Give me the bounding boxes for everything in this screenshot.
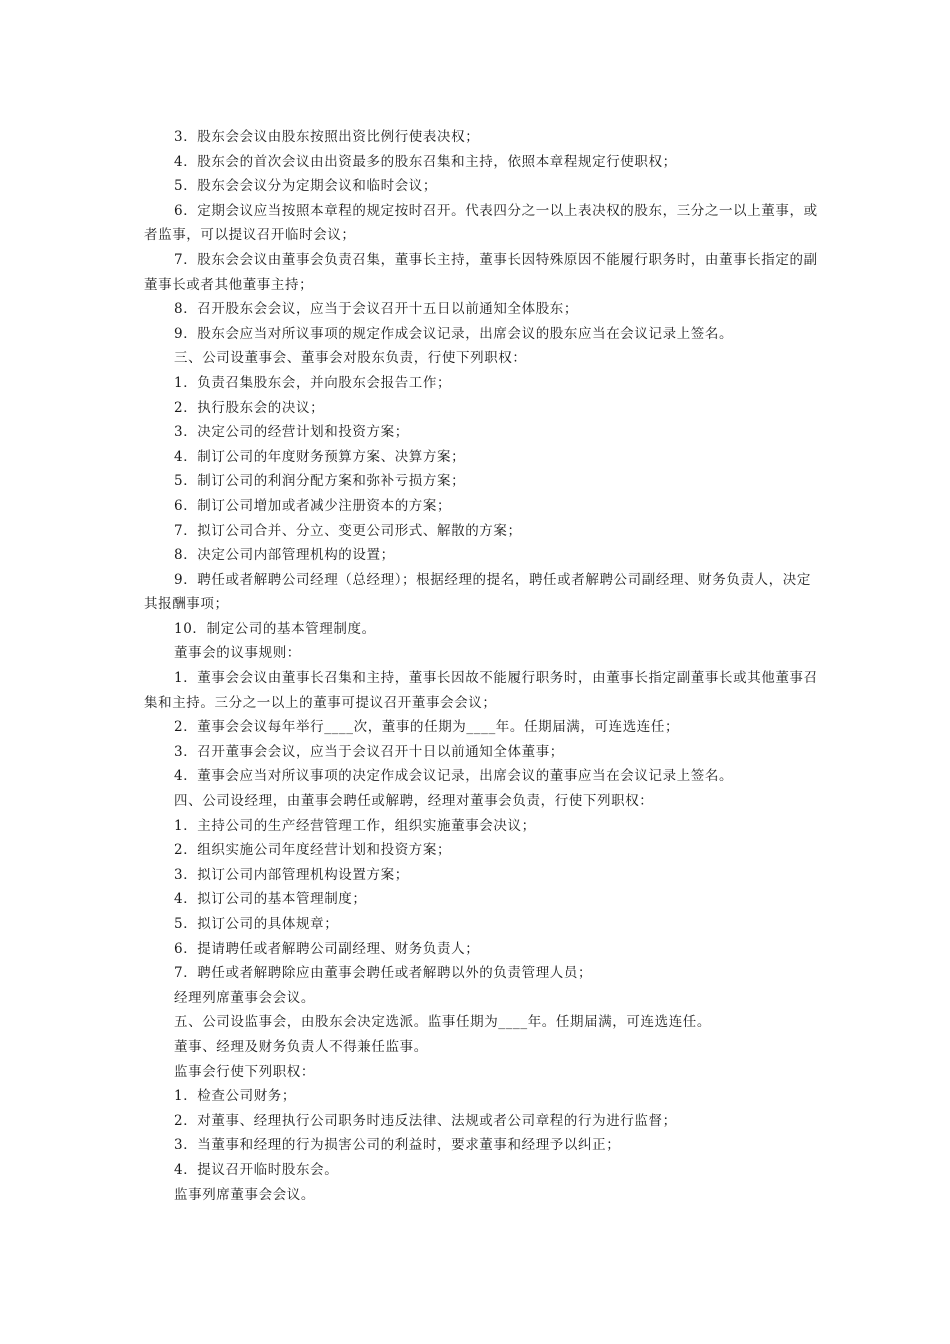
paragraph: 4．拟订公司的基本管理制度； bbox=[174, 891, 367, 908]
paragraph: 6．制订公司增加或者减少注册资本的方案； bbox=[174, 497, 452, 514]
paragraph: 9．聘任或者解聘公司经理（总经理）；根据经理的提名，聘任或者解聘公司副经理、财务负责人，决定其报酬事项； bbox=[144, 571, 811, 613]
paragraph: 5．制订公司的利润分配方案和弥补亏损方案； bbox=[174, 473, 466, 490]
paragraph: 9．股东会应当对所议事项的规定作成会议记录，出席会议的股东应当在会议记录上签名。 bbox=[174, 325, 734, 342]
paragraph: 10．制定公司的基本管理制度。 bbox=[174, 620, 376, 637]
paragraph: 7．聘任或者解聘除应由董事会聘任或者解聘以外的负责管理人员； bbox=[174, 965, 593, 982]
paragraph: 1．检查公司财务； bbox=[174, 1088, 296, 1105]
paragraph: 5．股东会会议分为定期会议和临时会议； bbox=[174, 178, 437, 195]
subheading: 监事会行使下列职权： bbox=[174, 1063, 315, 1080]
paragraph: 8．召开股东会会议，应当于会议召开十五日以前通知全体股东； bbox=[174, 301, 578, 318]
section-heading: 三、公司设董事会、董事会对股东负责，行使下列职权： bbox=[174, 350, 527, 367]
paragraph: 3．决定公司的经营计划和投资方案； bbox=[174, 424, 409, 441]
paragraph: 董事、经理及财务负责人不得兼任监事。 bbox=[174, 1038, 428, 1055]
paragraph: 7．拟订公司合并、分立、变更公司形式、解散的方案； bbox=[174, 522, 522, 539]
paragraph: 4．制订公司的年度财务预算方案、决算方案； bbox=[174, 448, 466, 465]
paragraph: 3．股东会会议由股东按照出资比例行使表决权； bbox=[174, 129, 480, 145]
section-heading: 四、公司设经理，由董事会聘任或解聘，经理对董事会负责，行使下列职权： bbox=[174, 793, 654, 810]
paragraph: 1．负责召集股东会，并向股东会报告工作； bbox=[174, 374, 452, 391]
document-page bbox=[144, 125, 824, 1207]
paragraph: 经理列席董事会会议。 bbox=[174, 989, 315, 1006]
paragraph: 2．执行股东会的决议； bbox=[174, 399, 325, 416]
subheading: 董事会的议事规则： bbox=[174, 645, 301, 662]
paragraph: 2．组织实施公司年度经营计划和投资方案； bbox=[174, 842, 452, 859]
paragraph: 7．股东会会议由董事会负责召集，董事长主持，董事长因特殊原因不能履行职务时，由董事长指定的副董事长或者其他董事主持； bbox=[144, 251, 818, 293]
paragraph: 8．决定公司内部管理机构的设置； bbox=[174, 547, 395, 564]
paragraph: 1．董事会会议由董事长召集和主持，董事长因故不能履行职务时，由董事长指定副董事长或其他董事召集和主持。三分之一以上的董事可提议召开董事会会议； bbox=[144, 670, 818, 711]
paragraph: 4．股东会的首次会议由出资最多的股东召集和主持，依照本章程规定行使职权； bbox=[174, 153, 677, 170]
paragraph: 2．董事会会议每年举行____次，董事的任期为____年。任期届满，可连选连任； bbox=[174, 719, 680, 736]
paragraph: 3．召开董事会会议，应当于会议召开十日以前通知全体董事； bbox=[174, 743, 564, 760]
paragraph: 监事列席董事会会议。 bbox=[174, 1186, 315, 1203]
section-heading: 五、公司设监事会，由股东会决定选派。监事任期为____年。任期届满，可连选连任。 bbox=[174, 1014, 711, 1031]
paragraph: 2．对董事、经理执行公司职务时违反法律、法规或者公司章程的行为进行监督； bbox=[174, 1112, 677, 1129]
paragraph: 6．提请聘任或者解聘公司副经理、财务负责人； bbox=[174, 940, 480, 957]
paragraph: 1．主持公司的生产经营管理工作，组织实施董事会决议； bbox=[174, 817, 536, 834]
paragraph: 4．董事会应当对所议事项的决定作成会议记录，出席会议的董事应当在会议记录上签名。 bbox=[174, 768, 734, 785]
paragraph: 4．提议召开临时股东会。 bbox=[174, 1161, 339, 1178]
paragraph: 3．拟订公司内部管理机构设置方案； bbox=[174, 866, 409, 883]
paragraph: 5．拟订公司的具体规章； bbox=[174, 916, 339, 932]
paragraph: 6．定期会议应当按照本章程的规定按时召开。代表四分之一以上表决权的股东，三分之一以上董事，或者监事，可以提议召开临时会议； bbox=[144, 202, 818, 244]
paragraph: 3．当董事和经理的行为损害公司的利益时，要求董事和经理予以纠正； bbox=[174, 1137, 621, 1154]
